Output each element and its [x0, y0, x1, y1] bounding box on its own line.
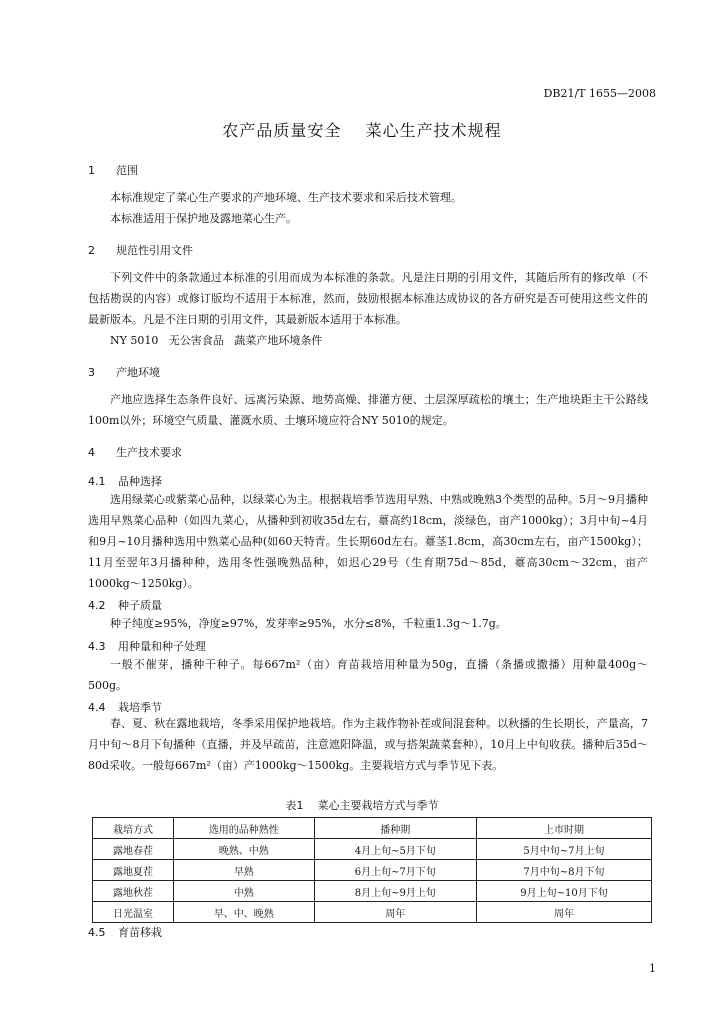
document-title: 农产品质量安全 菜心生产技术规程 [222, 121, 502, 140]
section-4-3-para: 一般不催芽，播种干种子。每667m²（亩）育苗栽培用种量为50g，直播（条播或撒播）用种量400g～500g。 [88, 658, 648, 692]
table-cell: 中熟 [174, 881, 314, 902]
table-header-cell: 上市时期 [476, 818, 651, 839]
table-cell: 早、中、晚熟 [174, 902, 314, 923]
page-number: 1 [649, 962, 656, 975]
section-4-5-heading: 4.5 育苗移栽 [88, 926, 162, 939]
table-row [93, 839, 652, 860]
table-header-cell: 播种期 [314, 818, 476, 839]
table-row [93, 860, 652, 881]
table-caption: 表1 菜心主要栽培方式与季节 [285, 799, 439, 812]
table-cell: 7月中旬~8月下旬 [476, 860, 651, 881]
table-row [93, 902, 652, 923]
section-4-heading: 4 生产技术要求 [88, 446, 182, 459]
table-cell: 5月中旬~7月上旬 [476, 839, 651, 860]
section-1-heading: 1 范围 [88, 164, 138, 177]
table-header-cell: 栽培方式 [93, 818, 174, 839]
section-4-1-heading: 4.1 品种选择 [88, 475, 162, 488]
table-cell: 晚熟、中熟 [174, 839, 314, 860]
section-4-3-heading: 4.3 用种量和种子处理 [88, 640, 206, 653]
table-cell: 露地春茬 [93, 839, 174, 860]
section-4-4-heading: 4.4 栽培季节 [88, 701, 162, 714]
section-4-1-para: 选用绿菜心或紫菜心品种，以绿菜心为主。根据栽培季节选用早熟、中熟或晚熟3个类型的品种。5月～9月播种选用早熟菜心品种（如四九菜心，从播种到初收35d左右，薹高约18cm，淡绿色，亩产1000kg）；3月中旬~4月和9月~10月播种选用中熟菜心品种(如60天特青。生长期60d左右。薹茎1.8cm，高30cm左右，亩产1500kg）；11月至翌年3月播种种，选用冬性强晚熟品种，如迟心29号（生育期75d～85d，薹高30cm～32cm，亩产1000kg～1250kg）。 [88, 493, 648, 590]
section-2-reference: NY 5010 无公害食品 蔬菜产地环境条件 [110, 334, 323, 347]
standard-number: DB21/T 1655—2008 [543, 87, 656, 100]
section-4-4-para: 春、夏、秋在露地栽培，冬季采用保护地栽培。作为主栽作物补茬或间混套种。以秋播的生长期长，产量高，7月中旬～8月下旬播种（直播，并及早疏苗，注意遮阳降温，或与搭架蔬菜套种），10月上中旬收获。播种后35d～80d采收。一般每667m²（亩）产1000kg～1500kg。主要栽培方式与季节见下表。 [88, 717, 648, 772]
table-cell: 8月上旬~9月上旬 [314, 881, 476, 902]
table-cell: 日光温室 [93, 902, 174, 923]
section-3-para-1: 产地应选择生态条件良好、远离污染源、地势高燥、排灌方便、土层深厚疏松的壤土；生产地块距主干公路线100m以外；环境空气质量、灌溉水质、土壤环境应符合NY 5010的规定。 [88, 393, 648, 427]
table-row [93, 881, 652, 902]
table-header-row [93, 818, 652, 839]
table-cell: 4月上旬~5月下旬 [314, 839, 476, 860]
table-cell: 6月上旬~7月下旬 [314, 860, 476, 881]
table-cell: 周年 [476, 902, 651, 923]
section-4-2-para: 种子纯度≥95%，净度≥97%，发芽率≥95%，水分≤8%，千粒重1.3g～1.7g。 [110, 617, 507, 630]
section-1-para-1: 本标准规定了菜心生产要求的产地环境、生产技术要求和采后技术管理。 [110, 191, 462, 204]
table-cell: 早熟 [174, 860, 314, 881]
table-cell: 周年 [314, 902, 476, 923]
table-cell: 9月上旬~10月下旬 [476, 881, 651, 902]
table-header-cell: 选用的品种熟性 [174, 818, 314, 839]
section-2-heading: 2 规范性引用文件 [88, 244, 193, 257]
cultivation-table [92, 817, 652, 923]
table-cell: 露地夏茬 [93, 860, 174, 881]
section-3-heading: 3 产地环境 [88, 366, 160, 379]
section-1-para-2: 本标准适用于保护地及露地菜心生产。 [110, 212, 297, 225]
section-4-2-heading: 4.2 种子质量 [88, 599, 162, 612]
section-2-para-1: 下列文件中的条款通过本标准的引用而成为本标准的条款。凡是注日期的引用文件，其随后所有的修改单（不包括勘误的内容）或修订版均不适用于本标准，然而，鼓励根据本标准达成协议的各方研究是否可使用这些文件的最新版本。凡是不注日期的引用文件，其最新版本适用于本标准。 [88, 271, 648, 326]
table-cell: 露地秋茬 [93, 881, 174, 902]
